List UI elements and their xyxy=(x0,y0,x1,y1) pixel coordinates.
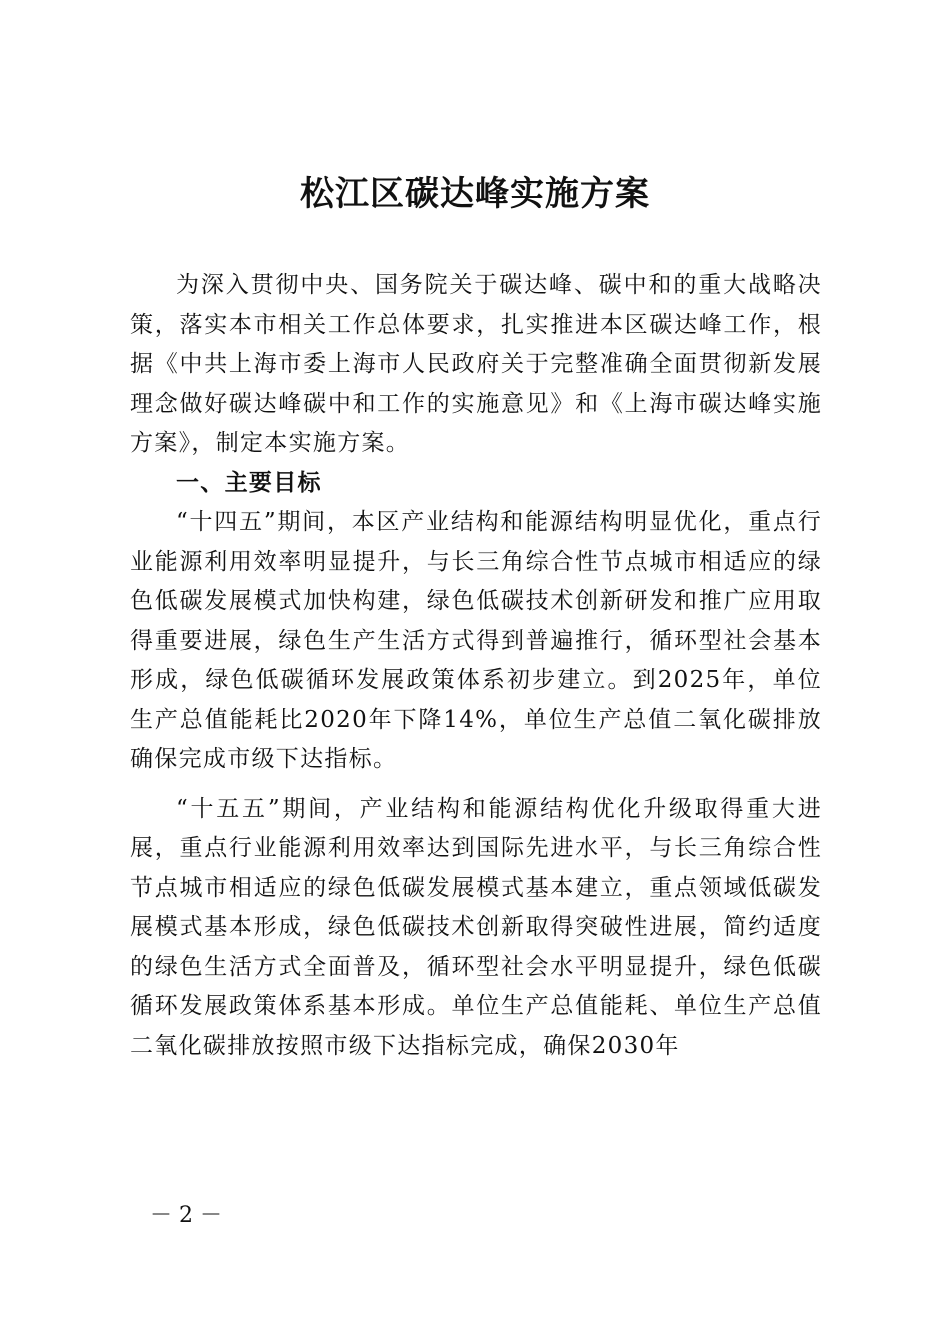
document-body xyxy=(130,266,822,1066)
intro-paragraph: 为深入贯彻中央、国务院关于碳达峰、碳中和的重大战略决策，落实本市相关工作总体要求，扎实推进本区碳达峰工作，根据《中共上海市委上海市人民政府关于完整准确全面贯彻新发展理念做好碳达峰碳中和工作的实施意见》和《上海市碳达峰实施方案》，制定本实施方案。 xyxy=(130,272,822,456)
section-heading-main-goals: 一、主要目标 xyxy=(176,469,322,496)
page-number: － 2 － xyxy=(150,1203,222,1228)
paragraph-15th-five-year: “十五五”期间，产业结构和能源结构优化升级取得重大进展，重点行业能源利用效率达到国际先进水平，与长三角综合性节点城市相适应的绿色低碳发展模式基本建立，重点领域低碳发展模式基本形成，绿色低碳技术创新取得突破性进展，简约适度的绿色生活方式全面普及，循环型社会水平明显提升，绿色低碳循环发展政策体系基本形成。单位生产总值能耗、单位生产总值二氧化碳排放按照市级下达指标完成，确保2030年 xyxy=(130,795,822,1059)
document-title: 松江区碳达峰实施方案 xyxy=(300,174,650,214)
paragraph-14th-five-year: “十四五”期间，本区产业结构和能源结构明显优化，重点行业能源利用效率明显提升，与长三角综合性节点城市相适应的绿色低碳发展模式加快构建，绿色低碳技术创新研发和推广应用取得重要进展，绿色生产生活方式得到普遍推行，循环型社会基本形成，绿色低碳循环发展政策体系初步建立。到2025年，单位生产总值能耗比2020年下降14%，单位生产总值二氧化碳排放确保完成市级下达指标。 xyxy=(130,509,822,772)
